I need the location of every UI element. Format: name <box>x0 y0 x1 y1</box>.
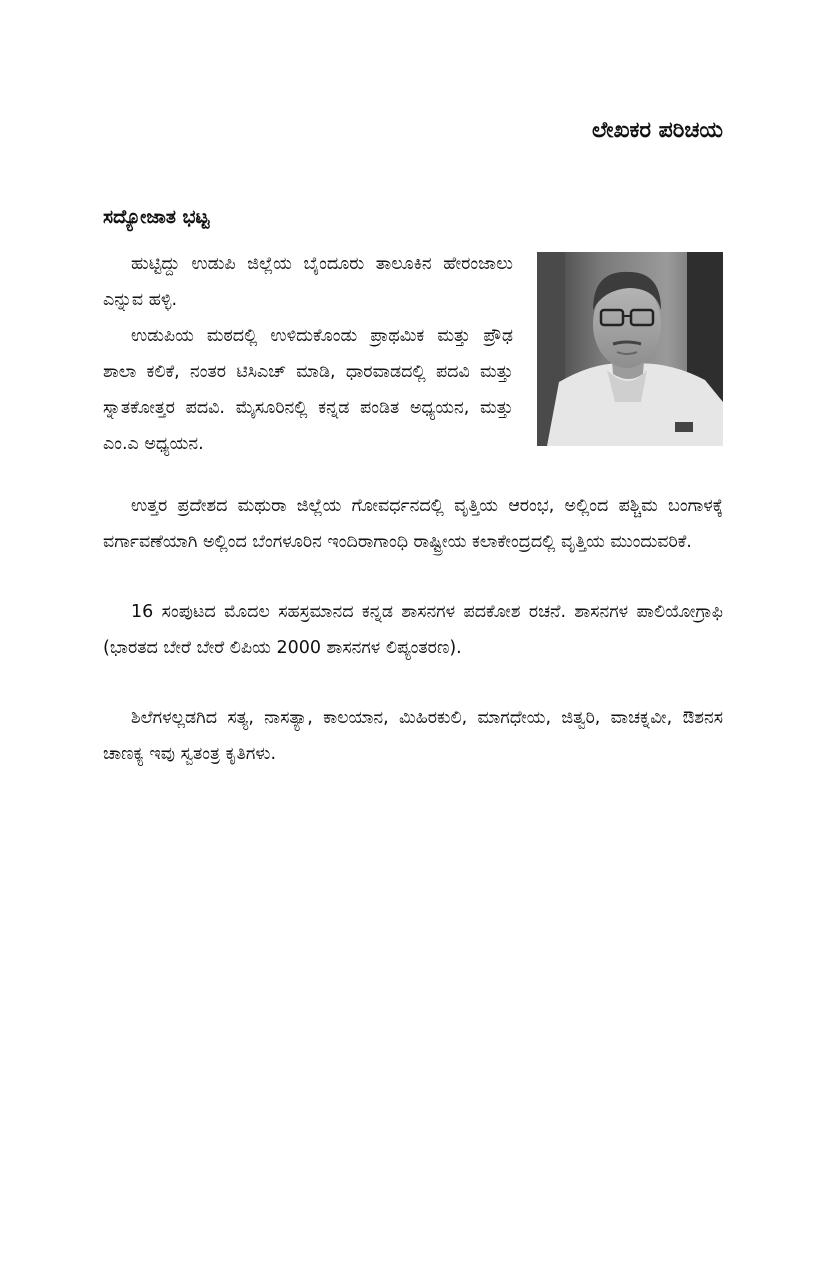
bio-paragraph-text: ಹುಟ್ಟಿದ್ದು ಉಡುಪಿ ಜಿಲ್ಲೆಯ ಬೈಂದೂರು ತಾಲೂಕಿನ ಹೇರಂಜಾಲು ಎನ್ನುವ ಹಳ್ಳಿ. <box>103 254 513 310</box>
bio-paragraph-text: ಉತ್ತರ ಪ್ರದೇಶದ ಮಥುರಾ ಜಿಲ್ಲೆಯ ಗೋವರ್ಧನದಲ್ಲಿ ವೃತ್ತಿಯ ಆರಂಭ, ಅಲ್ಲಿಂದ ಪಶ್ಚಿಮ ಬಂಗಾಳಕ್ಕೆ ವರ್ಗಾವಣೆಯಾಗಿ ಅಲ್ಲಿಂದ ಬೆಂಗಳೂರಿನ ಇಂದಿರಾಗಾಂಧಿ ರಾಷ್ಟ್ರೀಯ ಕಲಾಕೇಂದ್ರದಲ್ಲಿ ವೃತ್ತಿಯ ಮುಂದುವರಿಕೆ. <box>103 496 723 552</box>
bio-paragraph-text: ಶಿಲೆಗಳಲ್ಲಡಗಿದ ಸತ್ಯ, ನಾಸತ್ಯಾ, ಕಾಲಯಾನ, ಮಿಹಿರಕುಲಿ, ಮಾಗಧೇಯ, ಜಿತ್ವರಿ, ವಾಚಕ್ನವೀ, ಔಶನಸ ಚಾಣಕ್ಯ ಇವು ಸ್ವತಂತ್ರ ಕೃತಿಗಳು. <box>103 708 723 764</box>
bio-paragraph-career <box>103 488 723 560</box>
bio-paragraph-text: 16 ಸಂಪುಟದ ಮೊದಲ ಸಹಸ್ರಮಾನದ ಕನ್ನಡ ಶಾಸನಗಳ ಪದಕೋಶ ರಚನೆ. ಶಾಸನಗಳ ಪಾಲಿಯೋಗ್ರಾಫಿ (ಭಾರತದ ಬೇರೆ ಬೇರೆ ಲಿಪಿಯ 2000 ಶಾಸನಗಳ ಲಿಪ್ಯಂತರಣ). <box>103 602 723 658</box>
bio-paragraph-research <box>103 594 723 666</box>
author-portrait-photo <box>537 252 723 446</box>
bio-paragraph-education <box>103 318 513 462</box>
page-title: ಲೇಖಕರ ಪರಿಚಯ <box>592 118 723 143</box>
bio-paragraph-birthplace <box>103 246 513 318</box>
bio-paragraph-works <box>103 700 723 772</box>
bio-paragraph-text: ಉಡುಪಿಯ ಮಠದಲ್ಲಿ ಉಳಿದುಕೊಂಡು ಪ್ರಾಥಮಿಕ ಮತ್ತು ಪ್ರೌಢ ಶಾಲಾ ಕಲಿಕೆ, ನಂತರ ಟಿಸಿಎಚ್ ಮಾಡಿ, ಧಾರವಾಡದಲ್ಲಿ ಪದವಿ ಮತ್ತು ಸ್ನಾತಕೋತ್ತರ ಪದವಿ. ಮೈಸೂರಿನಲ್ಲಿ ಕನ್ನಡ ಪಂಡಿತ ಅಧ್ಯಯನ, ಮತ್ತು ಎಂ.ಎ ಅಧ್ಯಯನ. <box>103 326 513 454</box>
author-name-heading: ಸದ್ಯೋಜಾತ ಭಟ್ಟ <box>103 206 210 228</box>
